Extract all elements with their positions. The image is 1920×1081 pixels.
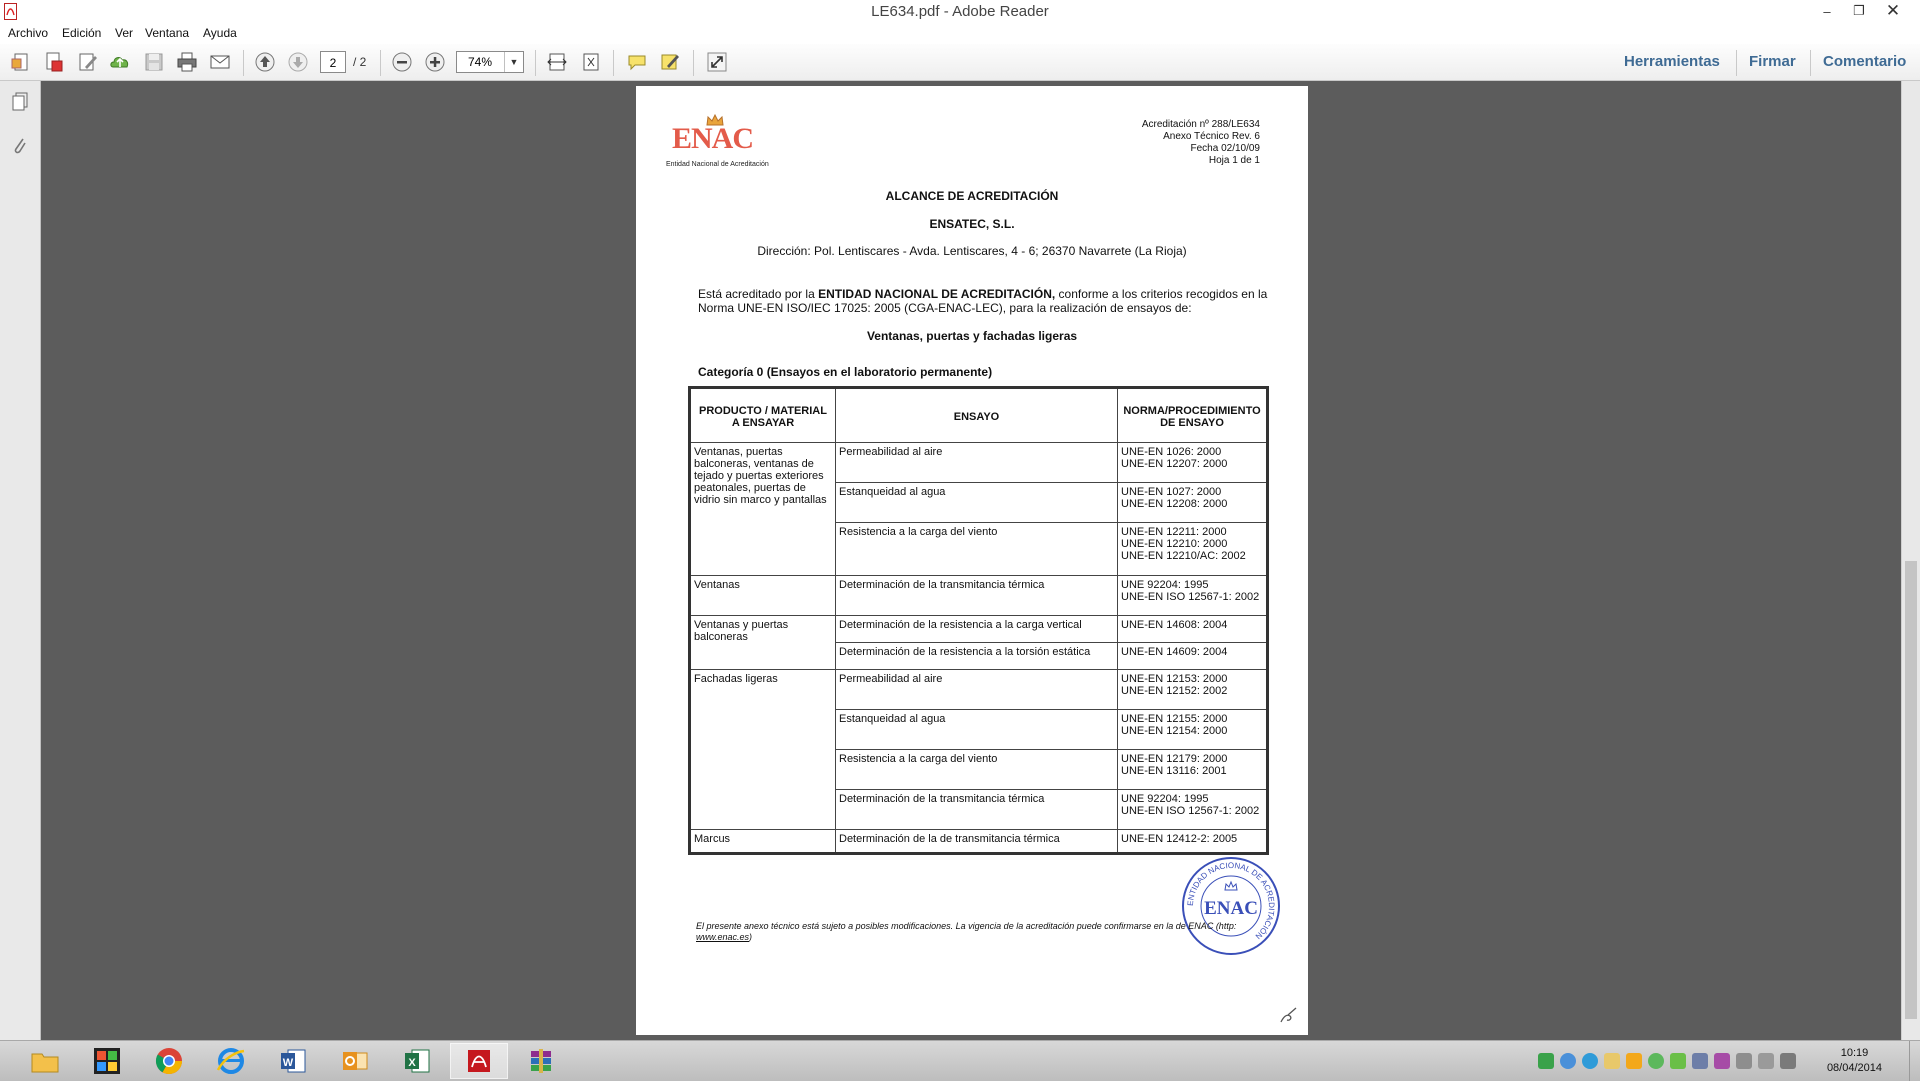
test-cell: Estanqueidad al agua xyxy=(836,710,1118,750)
create-pdf-button[interactable] xyxy=(9,50,33,74)
header-product: PRODUCTO / MATERIAL A ENSAYAR xyxy=(690,388,836,443)
taskbar xyxy=(0,1040,1920,1081)
tray-icon-network[interactable] xyxy=(1560,1053,1576,1069)
norm-cell xyxy=(1118,790,1268,830)
company-address: Dirección: Pol. Lentiscares - Avda. Lentiscares, 4 - 6; 26370 Navarrete (La Rioja) xyxy=(757,244,1187,258)
menu-archivo[interactable]: Archivo xyxy=(8,26,49,40)
taskbar-word[interactable] xyxy=(264,1043,322,1079)
stamp-logo-text: ENAC xyxy=(1204,898,1258,919)
internet-explorer-icon xyxy=(216,1046,246,1076)
enac-logo-text: ENAC xyxy=(672,122,754,155)
save-icon xyxy=(143,51,165,73)
footer-text-pre: El presente anexo técnico está sujeto a posibles modificaciones. La vigencia de la acreditación puede confirmarse en la xyxy=(696,921,1176,931)
taskbar-clock[interactable] xyxy=(1827,1046,1882,1076)
expand-arrows-icon xyxy=(706,51,728,73)
table-row xyxy=(690,670,1268,710)
create-pdf-icon xyxy=(10,51,32,73)
page-total: / 2 xyxy=(353,55,367,69)
norm-line: UNE-EN 12155: 2000 xyxy=(1121,713,1228,725)
intro-paragraph xyxy=(698,287,1268,315)
accreditation-number: Acreditación nº 288/LE634 xyxy=(1141,119,1260,130)
norm-line: UNE-EN 12154: 2000 xyxy=(1121,725,1228,737)
svg-text:W: W xyxy=(282,1057,294,1069)
zoom-value: 74% xyxy=(467,55,493,69)
test-cell: Permeabilidad al aire xyxy=(836,443,1118,483)
footer-note xyxy=(696,921,1246,943)
norm-cell xyxy=(1118,616,1268,643)
footer-link[interactable]: www.enac.es xyxy=(696,932,750,942)
test-cell: Resistencia a la carga del viento xyxy=(836,750,1118,790)
menu-bar xyxy=(0,24,1920,44)
product-cell: Ventanas, puertas balconeras, ventanas de tejado y puertas exteriores peatonales, puertas de vidrio sin marco y pantallas xyxy=(690,443,836,576)
winrar-icon xyxy=(527,1047,555,1075)
minimize-icon: – xyxy=(1823,3,1831,19)
enac-logo xyxy=(666,114,776,174)
menu-ver[interactable]: Ver xyxy=(115,26,134,40)
company-name: ENSATEC, S.L. xyxy=(929,217,1015,231)
previous-page-button[interactable] xyxy=(253,50,277,74)
taskbar-excel[interactable] xyxy=(388,1043,446,1079)
printer-icon xyxy=(176,51,198,73)
annex-date: Fecha 02/10/09 xyxy=(1190,143,1260,154)
table-row xyxy=(690,616,1268,643)
accreditation-block xyxy=(1142,119,1260,167)
norm-cell xyxy=(1118,483,1268,523)
accreditation-table xyxy=(688,386,1269,855)
product-cell: Marcus xyxy=(690,830,836,854)
page-number-input[interactable]: 2 xyxy=(320,51,346,73)
navigation-pane xyxy=(0,81,41,1040)
fit-width-button[interactable] xyxy=(545,50,569,74)
test-cell: Determinación de la de transmitancia térmica xyxy=(836,830,1118,854)
fit-page-button[interactable] xyxy=(579,50,603,74)
header-norm: NORMA/PROCEDIMIENTO DE ENSAYO xyxy=(1118,388,1268,443)
norm-cell xyxy=(1118,443,1268,483)
norm-line: UNE-EN 12208: 2000 xyxy=(1121,498,1228,510)
test-cell: Resistencia a la carga del viento xyxy=(836,523,1118,576)
arrow-up-circle-icon xyxy=(254,51,276,73)
zoom-in-button[interactable] xyxy=(423,50,447,74)
test-cell: Determinación de la resistencia a la carga vertical xyxy=(836,616,1118,643)
arrow-down-circle-icon xyxy=(287,51,309,73)
paperclip-icon xyxy=(10,135,30,157)
minus-circle-icon xyxy=(391,51,413,73)
tray-volume-icon[interactable] xyxy=(1780,1053,1796,1069)
norm-line: UNE-EN 12210/AC: 2002 xyxy=(1121,550,1246,562)
stamp-ring-text: ENTIDAD NACIONAL DE ACREDITACIÓN xyxy=(1185,860,1277,941)
close-icon: ✕ xyxy=(1885,1,1901,20)
enac-logo-subtitle: Entidad Nacional de Acreditación xyxy=(666,161,769,168)
norm-line: UNE 92204: 1995 xyxy=(1121,793,1209,805)
cloud-upload-icon xyxy=(109,51,131,73)
taskbar-winrar[interactable] xyxy=(512,1043,570,1079)
norm-line: UNE-EN 13116: 2001 xyxy=(1121,765,1227,777)
clock-time: 10:19 xyxy=(1840,1047,1869,1059)
tray-icon-outlook[interactable] xyxy=(1626,1053,1642,1069)
pages-icon xyxy=(10,91,30,113)
norm-cell xyxy=(1118,670,1268,710)
table-row xyxy=(690,576,1268,616)
fit-width-icon xyxy=(546,51,568,73)
combine-files-button[interactable] xyxy=(42,50,66,74)
table-row xyxy=(690,443,1268,483)
adobe-reader-icon xyxy=(465,1047,493,1075)
taskbar-chrome[interactable] xyxy=(140,1043,198,1079)
tray-icon-display[interactable] xyxy=(1692,1053,1708,1069)
table-row xyxy=(690,830,1268,854)
product-cell: Ventanas y puertas balconeras xyxy=(690,616,836,670)
product-cell: Ventanas xyxy=(690,576,836,616)
norm-line: UNE-EN 14608: 2004 xyxy=(1121,619,1228,631)
comentario-link[interactable]: Comentario xyxy=(1823,53,1907,70)
combine-files-icon xyxy=(43,51,65,73)
window-title: LE634.pdf - Adobe Reader xyxy=(871,3,1049,20)
tray-icon-mail[interactable] xyxy=(1604,1053,1620,1069)
norm-line: UNE-EN 12152: 2002 xyxy=(1121,685,1228,697)
taskbar-outlook[interactable] xyxy=(326,1043,384,1079)
intro-text-pre: Está acreditado por la xyxy=(698,287,819,301)
media-center-icon xyxy=(93,1047,121,1075)
test-cell: Determinación de la resistencia a la torsión estática xyxy=(836,643,1118,670)
tray-icon-green[interactable] xyxy=(1648,1053,1664,1069)
signature-pen-icon[interactable] xyxy=(1278,1005,1298,1025)
print-button[interactable] xyxy=(175,50,199,74)
norm-line: UNE-EN ISO 12567-1: 2002 xyxy=(1121,805,1260,817)
svg-text:X: X xyxy=(408,1057,416,1069)
norm-line: UNE-EN 1026: 2000 xyxy=(1121,446,1222,458)
clock-date: 08/04/2014 xyxy=(1826,1062,1882,1074)
norm-cell xyxy=(1118,830,1268,854)
sheet-number: Hoja 1 de 1 xyxy=(1208,155,1260,166)
tray-network-icon[interactable] xyxy=(1758,1053,1774,1069)
product-cell: Fachadas ligeras xyxy=(690,670,836,830)
norm-cell xyxy=(1118,576,1268,616)
footer-text-post: ) xyxy=(749,932,753,942)
cloud-upload-button[interactable] xyxy=(108,50,132,74)
email-button[interactable] xyxy=(208,50,232,74)
pdf-page xyxy=(636,86,1308,1035)
footer-text-mid: de ENAC (http: xyxy=(1175,921,1237,931)
chrome-icon xyxy=(154,1046,184,1076)
norm-line: UNE-EN 12153: 2000 xyxy=(1121,673,1228,685)
herramientas-link[interactable]: Herramientas xyxy=(1624,53,1720,70)
page-thumbnails-button[interactable] xyxy=(7,89,33,115)
test-cell: Determinación de la transmitancia térmica xyxy=(836,790,1118,830)
norm-line: UNE-EN 14609: 2004 xyxy=(1121,646,1228,658)
menu-edicion[interactable]: Edición xyxy=(62,26,102,40)
norm-line: UNE-EN 12210: 2000 xyxy=(1121,538,1228,550)
menu-ventana[interactable]: Ventana xyxy=(145,26,190,40)
outlook-icon xyxy=(341,1047,369,1075)
sticky-note-button[interactable] xyxy=(625,50,649,74)
minimize-button[interactable] xyxy=(1810,0,1844,22)
annex-revision: Anexo Técnico Rev. 6 xyxy=(1163,131,1260,142)
taskbar-media-center[interactable] xyxy=(78,1043,136,1079)
fit-page-icon xyxy=(580,51,602,73)
intro-text-post: conforme a los criterios recogidos en la Norma UNE-EN ISO/IEC 17025: 2005 (CGA-ENAC-LEC), para la realización de ensayos de: xyxy=(698,287,1268,315)
norm-line: UNE-EN 1027: 2000 xyxy=(1121,486,1222,498)
tray-icon-app[interactable] xyxy=(1714,1053,1730,1069)
test-cell: Determinación de la transmitancia térmica xyxy=(836,576,1118,616)
intro-text-bold: ENTIDAD NACIONAL DE ACREDITACIÓN, xyxy=(818,287,1056,301)
norm-cell xyxy=(1118,523,1268,576)
restore-button[interactable] xyxy=(1842,0,1876,22)
category-heading: Categoría 0 (Ensayos en el laboratorio permanente) xyxy=(698,365,993,379)
vertical-scrollbar[interactable] xyxy=(1901,81,1920,1040)
comment-bubble-icon xyxy=(626,51,648,73)
norm-line: UNE-EN 12179: 2000 xyxy=(1121,753,1228,765)
taskbar-adobe-reader[interactable] xyxy=(450,1043,508,1079)
zoom-out-button[interactable] xyxy=(390,50,414,74)
taskbar-file-explorer[interactable] xyxy=(16,1043,74,1079)
close-button[interactable] xyxy=(1876,0,1910,22)
scrollbar-thumb[interactable] xyxy=(1905,561,1917,1019)
tray-icon-check[interactable] xyxy=(1670,1053,1686,1069)
tray-flag-icon[interactable] xyxy=(1736,1053,1752,1069)
norm-line: UNE-EN 12211: 2000 xyxy=(1121,526,1227,538)
norm-cell xyxy=(1118,710,1268,750)
envelope-icon xyxy=(209,51,231,73)
norm-cell xyxy=(1118,750,1268,790)
word-icon xyxy=(279,1047,307,1075)
edit-button[interactable] xyxy=(76,50,100,74)
tray-icon-a[interactable] xyxy=(1538,1053,1554,1069)
plus-circle-icon xyxy=(424,51,446,73)
expand-button[interactable] xyxy=(705,50,729,74)
test-cell: Permeabilidad al aire xyxy=(836,670,1118,710)
title-bar xyxy=(0,0,1920,25)
header-test: ENSAYO xyxy=(836,388,1118,443)
test-cell: Estanqueidad al agua xyxy=(836,483,1118,523)
folder-icon xyxy=(30,1048,60,1074)
save-button[interactable] xyxy=(142,50,166,74)
restore-icon: ❐ xyxy=(1853,3,1865,18)
menu-ayuda[interactable]: Ayuda xyxy=(203,26,237,40)
highlight-button[interactable] xyxy=(658,50,682,74)
firmar-link[interactable]: Firmar xyxy=(1749,53,1796,70)
norm-line: UNE-EN 12412-2: 2005 xyxy=(1121,833,1238,845)
show-desktop-button[interactable] xyxy=(1909,1041,1920,1081)
norm-cell xyxy=(1118,643,1268,670)
excel-icon xyxy=(403,1047,431,1075)
highlighter-icon xyxy=(659,51,681,73)
tray-icon-skype[interactable] xyxy=(1582,1053,1598,1069)
edit-pencil-icon xyxy=(77,51,99,73)
scope-subtitle: Ventanas, puertas y fachadas ligeras xyxy=(866,329,1078,343)
chevron-down-icon[interactable]: ▼ xyxy=(504,52,523,72)
norm-line: UNE-EN ISO 12567-1: 2002 xyxy=(1121,591,1260,603)
attachments-button[interactable] xyxy=(7,133,33,159)
taskbar-internet-explorer[interactable] xyxy=(202,1043,260,1079)
zoom-select[interactable] xyxy=(456,51,524,73)
table-header-row xyxy=(690,388,1268,443)
norm-line: UNE-EN 12207: 2000 xyxy=(1121,458,1228,470)
norm-line: UNE 92204: 1995 xyxy=(1121,579,1209,591)
document-heading: ALCANCE DE ACREDITACIÓN xyxy=(885,189,1059,203)
next-page-button[interactable] xyxy=(286,50,310,74)
main-toolbar xyxy=(0,44,1920,81)
